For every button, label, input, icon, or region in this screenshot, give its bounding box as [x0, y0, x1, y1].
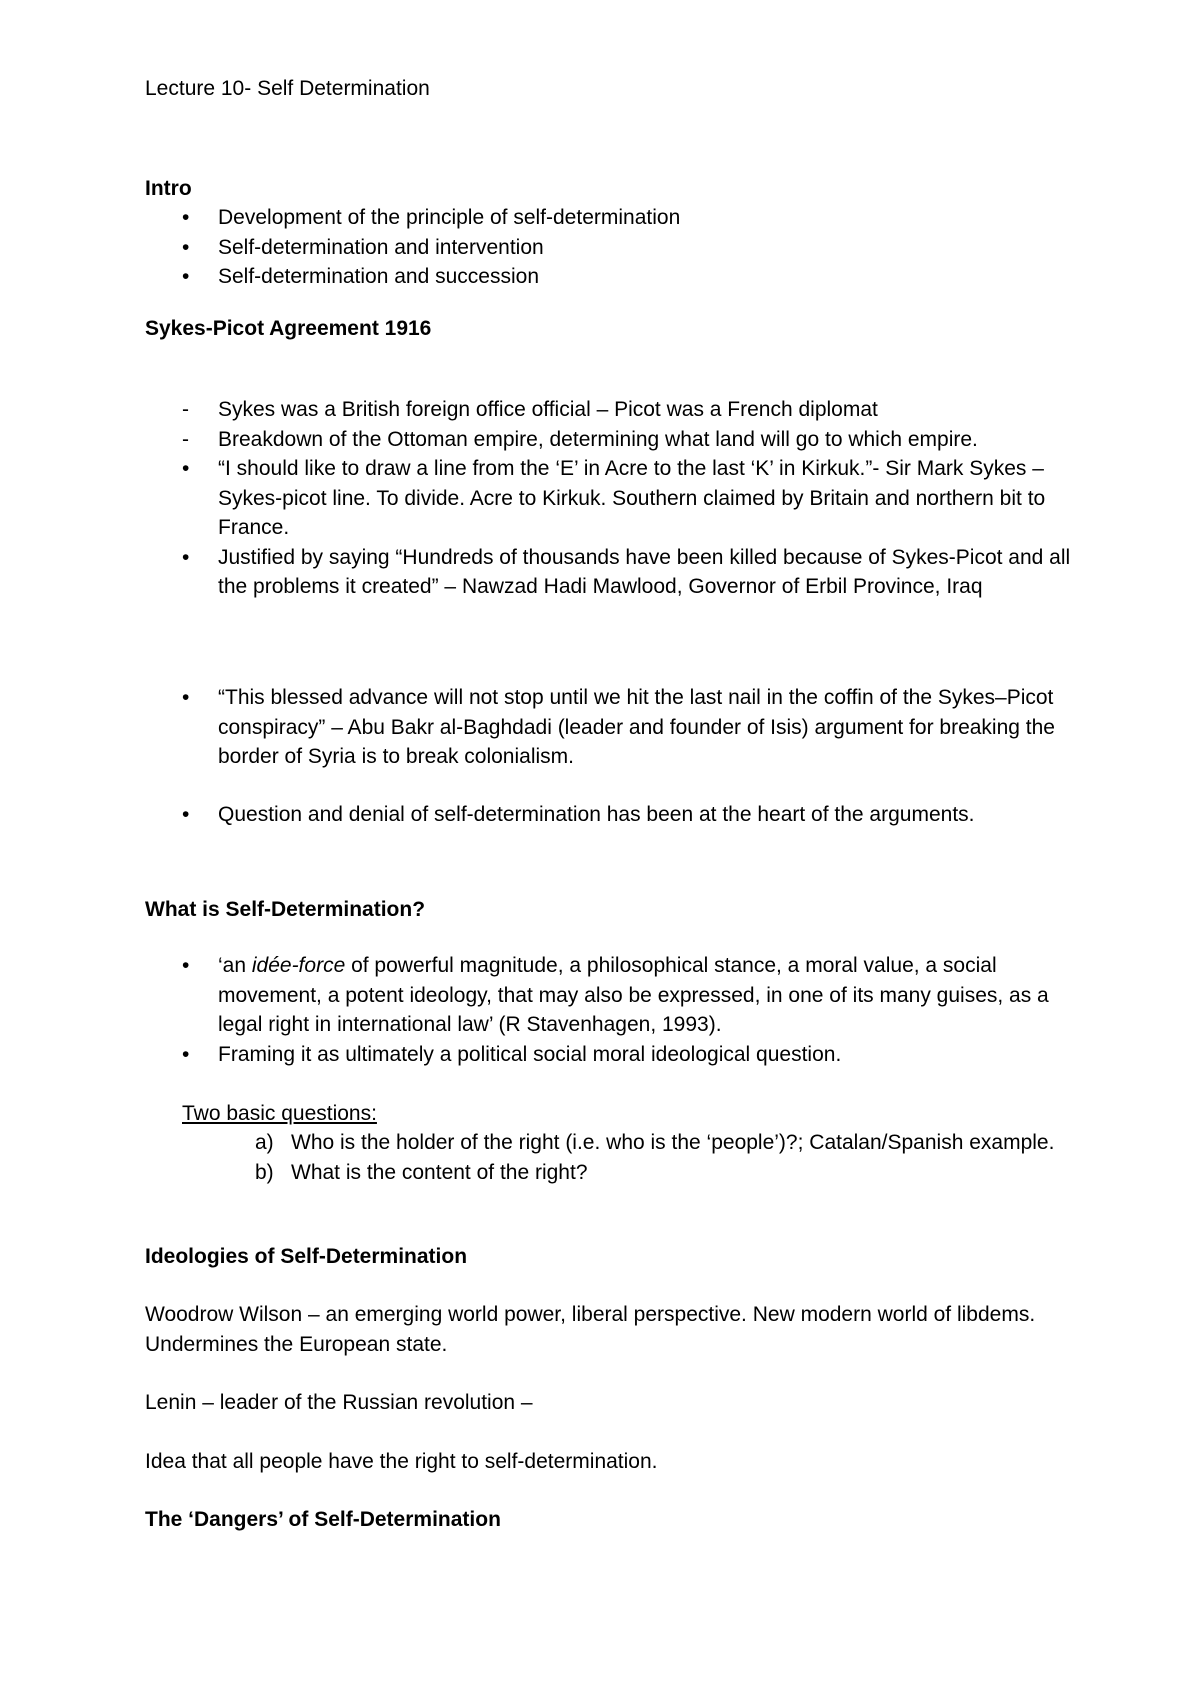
- intro-list: [145, 203, 1075, 292]
- quote-rest: of powerful magnitude, a philosophical stance, a moral value, a social movement, a potent ideology, that may also be expressed, in one of its many guises, as a legal right in international law’ (R Stavenhagen, 1993).: [218, 954, 1049, 1036]
- list-item-text: Development of the principle of self-determination: [218, 206, 681, 229]
- alpha-marker: a): [255, 1131, 274, 1154]
- list-item-text: Justified by saying “Hundreds of thousands have been killed because of Sykes-Picot and all the problems it created” – Nawzad Hadi Mawlood, Governor of Erbil Province, Iraq: [218, 545, 1071, 598]
- list-item: [145, 203, 1075, 233]
- list-item: [145, 425, 1075, 455]
- what-heading: What is Self-Determination?: [145, 898, 426, 921]
- list-item-text: Framing it as ultimately a political social moral ideological question.: [218, 1042, 842, 1066]
- list-item-text: Sykes was a British foreign office official – Picot was a French diplomat: [218, 398, 878, 421]
- questions-list: [145, 1128, 1075, 1187]
- lenin-paragraph: Lenin – leader of the Russian revolution –: [145, 1391, 533, 1414]
- dash-marker: -: [182, 398, 189, 421]
- list-item: [145, 262, 1075, 292]
- what-list: [145, 951, 1075, 1069]
- list-item-text: What is the content of the right?: [291, 1160, 588, 1184]
- sykes-bullet-list-2: [145, 683, 1075, 772]
- list-item: [145, 543, 1075, 602]
- list-item: [145, 454, 1075, 543]
- sykes-heading: Sykes-Picot Agreement 1916: [145, 317, 432, 340]
- idea-paragraph: Idea that all people have the right to self-determination.: [145, 1450, 658, 1473]
- bullet-marker: •: [182, 206, 190, 229]
- intro-heading: Intro: [145, 177, 192, 200]
- list-item: [145, 800, 1075, 830]
- list-item: [145, 1040, 1075, 1070]
- list-item-text: Question and denial of self-determination has been at the heart of the arguments.: [218, 803, 975, 826]
- bullet-marker: •: [182, 545, 190, 569]
- bullet-marker: •: [182, 954, 190, 977]
- list-item-text: Who is the holder of the right (i.e. who is the ‘people’)?; Catalan/Spanish example.: [291, 1131, 1055, 1154]
- quote-italic-term: idée-force: [251, 954, 346, 977]
- dash-marker: -: [182, 427, 189, 451]
- bullet-marker: •: [182, 457, 190, 480]
- list-item: [145, 1158, 1075, 1188]
- bullet-marker: •: [182, 686, 190, 709]
- ideologies-heading: Ideologies of Self-Determination: [145, 1245, 468, 1268]
- dangers-heading: The ‘Dangers’ of Self-Determination: [145, 1508, 501, 1531]
- list-item-text: Self-determination and intervention: [218, 235, 544, 259]
- bullet-marker: •: [182, 803, 190, 826]
- bullet-marker: •: [182, 1042, 190, 1066]
- bullet-marker: •: [182, 235, 190, 259]
- list-item: [145, 395, 1075, 425]
- list-item: [145, 233, 1075, 263]
- list-item-text: “This blessed advance will not stop until we hit the last nail in the coffin of the Sykes–Picot conspiracy” – Abu Bakr al-Baghdadi (leader and founder of Isis) argument for breaking the border of Syria is to break colonialism.: [218, 686, 1055, 768]
- list-item-text: “I should like to draw a line from the ‘E’ in Acre to the last ‘K’ in Kirkuk.”- Sir Mark Sykes – Sykes-picot line. To divide. Acre to Kirkuk. Southern claimed by Britain and northern bit to France.: [218, 457, 1046, 539]
- list-item: [145, 951, 1075, 1040]
- sykes-dash-list: [145, 395, 1075, 602]
- two-questions-label: Two basic questions:: [182, 1102, 377, 1125]
- bullet-marker: •: [182, 265, 190, 288]
- sykes-bullet-list-3: [145, 800, 1075, 830]
- list-item: [145, 1128, 1075, 1158]
- quote-prefix: ‘an: [218, 954, 252, 977]
- list-item-text: Breakdown of the Ottoman empire, determining what land will go to which empire.: [218, 427, 978, 451]
- wilson-paragraph: Woodrow Wilson – an emerging world power, liberal perspective. New modern world of libdems. Undermines the European state.: [145, 1303, 1036, 1356]
- alpha-marker: b): [255, 1160, 274, 1184]
- list-item: [145, 683, 1075, 772]
- lecture-title: Lecture 10- Self Determination: [145, 77, 430, 100]
- list-item-text: Self-determination and succession: [218, 265, 540, 288]
